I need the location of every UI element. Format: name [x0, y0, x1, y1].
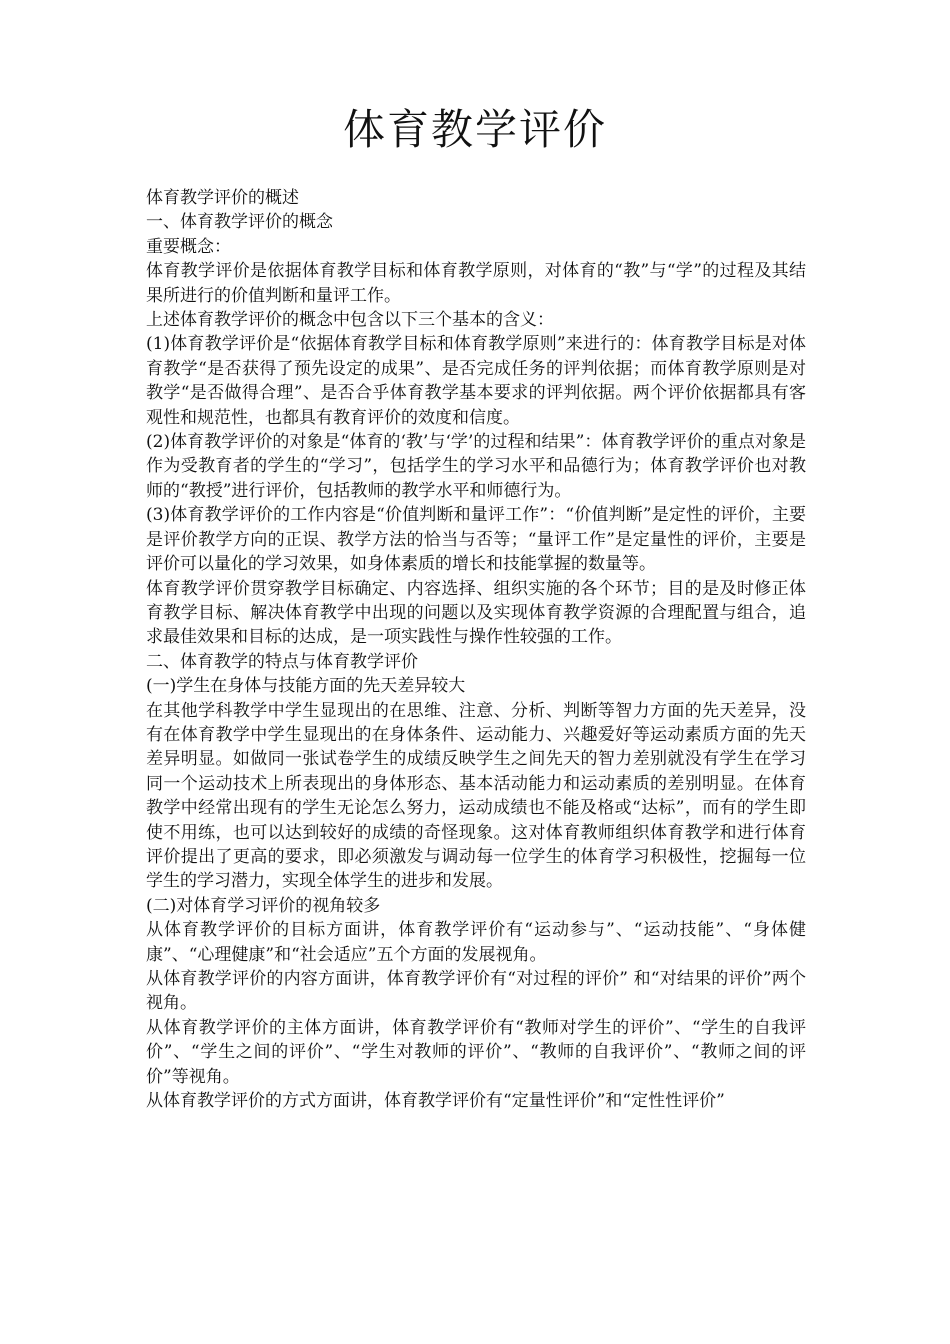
- section-heading-characteristics: 二、体育教学的特点与体育教学评价: [146, 651, 418, 672]
- section-heading-overview: 体育教学评价的概述: [146, 188, 299, 208]
- document-body: [146, 186, 806, 1113]
- paragraph-meaning-2: (2)体育教学评价的对象是“体育的‘教’与‘学’的过程和结果”：体育教学评价的重点对象是作为受教育者的学生的“学习”，包括学生的学习水平和品德行为；体育教学评价也对教师的“教授”进行评价，包括教师的教学水平和师德行为。: [146, 432, 806, 501]
- paragraph-definition: 体育教学评价是依据体育教学目标和体育教学原则，对体育的“教”与“学”的过程及其结果所进行的价值判断和量评工作。: [146, 261, 806, 306]
- paragraph-method-perspective: 从体育教学评价的方式方面讲，体育教学评价有“定量性评价”和“定性性评价”: [146, 1091, 725, 1112]
- paragraph-meaning-3: (3)体育教学评价的工作内容是“价值判断和量评工作”：“价值判断”是定性的评价，主要是评价教学方向的正误、教学方法的恰当与否等；“量评工作”是定量性的评价，主要是评价可以量化的学习效果，如身体素质的增长和技能掌握的数量等。: [146, 505, 806, 575]
- subheading-innate-differences: (一)学生在身体与技能方面的先天差异较大: [146, 676, 466, 697]
- paragraph-content-perspective: 从体育教学评价的内容方面讲，体育教学评价有“对过程的评价” 和“对结果的评价”两个视角。: [146, 969, 806, 1014]
- paragraph-goal-perspective: 从体育教学评价的目标方面讲，体育教学评价有“运动参与”、“运动技能”、“身体健康”、“心理健康”和“社会适应”五个方面的发展视角。: [146, 920, 806, 965]
- document-title: 体育教学评价: [342, 105, 607, 154]
- paragraph-meaning-1: (1)体育教学评价是“依据体育教学目标和体育教学原则”来进行的：体育教学目标是对体育教学“是否获得了预先设定的成果”、是否完成任务的评判依据；而体育教学原则是对教学“是否做得合理”、是否合乎体育教学基本要求的评判依据。两个评价依据都具有客观性和规范性，也都具有教育评价的效度和信度。: [146, 334, 806, 428]
- paragraph-purpose: 体育教学评价贯穿教学目标确定、内容选择、组织实施的各个环节；目的是及时修正体育教学目标、解决体育教学中出现的问题以及实现体育教学资源的合理配置与组合，追求最佳效果和目标的达成，是一项实践性与操作性较强的工作。: [146, 578, 806, 648]
- paragraph-three-meanings-intro: 上述体育教学评价的概念中包含以下三个基本的含义：: [146, 310, 554, 331]
- subheading-many-perspectives: (二)对体育学习评价的视角较多: [146, 895, 381, 916]
- subheading-important-concept: 重要概念：: [146, 236, 231, 257]
- section-heading-concept: 一、体育教学评价的概念: [146, 212, 333, 233]
- paragraph-innate-differences: 在其他学科教学中学生显现出的在思维、注意、分析、判断等智力方面的先天差异，没有在体育教学中学生显现出的在身体条件、运动能力、兴趣爱好等运动素质方面的先天差异明显。如做同一张试卷学生的成绩反映学生之间先天的智力差别就没有学生在学习同一个运动技术上所表现出的身体形态、基本活动能力和运动素质的差别明显。在体育教学中经常出现有的学生无论怎么努力，运动成绩也不能及格或“达标”，而有的学生即使不用练，也可以达到较好的成绩的奇怪现象。这对体育教师组织体育教学和进行体育评价提出了更高的要求，即必须激发与调动每一位学生的体育学习积极性，挖掘每一位学生的学习潜力，实现全体学生的进步和发展。: [146, 700, 806, 892]
- paragraph-subject-perspective: 从体育教学评价的主体方面讲，体育教学评价有“教师对学生的评价”、“学生的自我评价”、“学生之间的评价”、“学生对教师的评价”、“教师的自我评价”、“教师之间的评价”等视角。: [146, 1017, 806, 1087]
